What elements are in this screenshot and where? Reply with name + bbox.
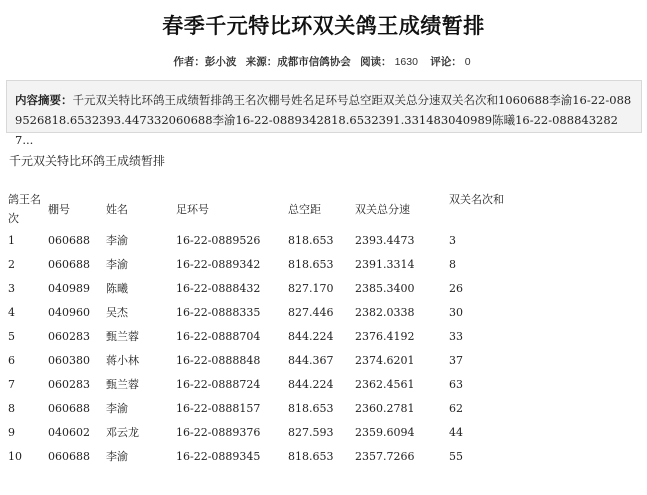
cell-rank-sum: 3 — [449, 233, 456, 247]
table-row — [8, 444, 519, 468]
table-row — [8, 252, 519, 276]
cell-loft: 060688 — [48, 233, 90, 247]
cell-rank: 5 — [8, 329, 15, 343]
results-table — [8, 190, 519, 468]
cell-loft: 040989 — [48, 281, 90, 295]
cell-ring: 16-22-0889345 — [176, 449, 261, 463]
summary-text: 千元双关特比环鸽王成绩暂排鸽王名次棚号姓名足环号总空距双关总分速双关名次和1060688李渝16-22-0889526818.6532393.447332060688李渝16-22-0889342818.6532391.331483040989陈曦16-22-0888432827... — [15, 93, 632, 147]
cell-rank: 10 — [8, 449, 22, 463]
cell-ring: 16-22-0888335 — [176, 305, 261, 319]
cell-rank: 8 — [8, 401, 15, 415]
cell-ring: 16-22-0889342 — [176, 257, 261, 271]
source-name[interactable]: 成都市信鸽协会 — [277, 56, 351, 68]
comments-info — [430, 56, 473, 68]
header-name: 姓名 — [106, 203, 128, 216]
header-rank: 鸽王名次 — [8, 193, 41, 225]
cell-rank-sum: 44 — [449, 425, 463, 439]
table-subheading: 千元双关特比环鸽王成绩暂排 — [9, 154, 166, 168]
cell-rank-sum: 30 — [449, 305, 463, 319]
cell-name: 邓云龙 — [106, 426, 139, 439]
cell-name: 李渝 — [106, 258, 128, 271]
table-row — [8, 348, 519, 372]
cell-speed: 2374.6201 — [355, 353, 415, 367]
header-loft: 棚号 — [48, 203, 70, 216]
article-title: 春季千元特比环双关鸽王成绩暂排 — [162, 13, 485, 38]
comments-label: 评论： — [430, 56, 462, 68]
cell-distance: 818.653 — [288, 449, 334, 463]
cell-rank-sum: 26 — [449, 281, 463, 295]
cell-ring: 16-22-0888704 — [176, 329, 261, 343]
cell-loft: 060283 — [48, 377, 90, 391]
cell-rank: 7 — [8, 377, 15, 391]
cell-speed: 2359.6094 — [355, 425, 415, 439]
cell-loft: 060283 — [48, 329, 90, 343]
cell-rank: 3 — [8, 281, 15, 295]
cell-distance: 844.367 — [288, 353, 334, 367]
table-row — [8, 276, 519, 300]
cell-name: 甄兰蓉 — [106, 378, 139, 391]
cell-rank: 2 — [8, 257, 15, 271]
cell-distance: 827.170 — [288, 281, 334, 295]
cell-distance: 818.653 — [288, 401, 334, 415]
cell-ring: 16-22-0888432 — [176, 281, 261, 295]
cell-name: 李渝 — [106, 234, 128, 247]
cell-rank-sum: 37 — [449, 353, 463, 367]
table-row — [8, 372, 519, 396]
header-ring: 足环号 — [176, 203, 209, 216]
cell-name: 陈曦 — [106, 282, 128, 295]
cell-rank: 4 — [8, 305, 15, 319]
summary-label: 内容摘要： — [15, 93, 73, 107]
cell-speed: 2382.0338 — [355, 305, 415, 319]
author-label: 作者： — [173, 56, 205, 68]
cell-ring: 16-22-0888157 — [176, 401, 261, 415]
cell-ring: 16-22-0888724 — [176, 377, 261, 391]
table-header-row — [8, 190, 519, 228]
cell-loft: 040960 — [48, 305, 90, 319]
cell-name: 李渝 — [106, 450, 128, 463]
cell-ring: 16-22-0889376 — [176, 425, 261, 439]
cell-ring: 16-22-0889526 — [176, 233, 261, 247]
cell-speed: 2357.7266 — [355, 449, 415, 463]
cell-loft: 060688 — [48, 257, 90, 271]
cell-rank: 1 — [8, 233, 15, 247]
cell-rank: 6 — [8, 353, 15, 367]
reads-count: 1630 — [394, 56, 418, 68]
cell-rank-sum: 55 — [449, 449, 463, 463]
cell-name: 蒋小林 — [106, 354, 139, 367]
cell-rank: 9 — [8, 425, 15, 439]
cell-speed: 2360.2781 — [355, 401, 415, 415]
cell-distance: 844.224 — [288, 329, 334, 343]
source-info — [246, 56, 351, 68]
cell-speed: 2393.4473 — [355, 233, 415, 247]
cell-distance: 827.446 — [288, 305, 334, 319]
cell-loft: 040602 — [48, 425, 90, 439]
cell-speed: 2362.4561 — [355, 377, 415, 391]
header-rank-sum: 双关名次和 — [449, 193, 504, 206]
header-speed: 双关总分速 — [355, 203, 410, 216]
reads-info — [360, 56, 421, 68]
cell-rank-sum: 8 — [449, 257, 456, 271]
header-distance: 总空距 — [288, 203, 321, 216]
cell-speed: 2376.4192 — [355, 329, 415, 343]
cell-loft: 060380 — [48, 353, 90, 367]
cell-speed: 2385.3400 — [355, 281, 415, 295]
cell-name: 李渝 — [106, 402, 128, 415]
cell-distance: 818.653 — [288, 257, 334, 271]
table-row — [8, 420, 519, 444]
cell-loft: 060688 — [48, 401, 90, 415]
table-row — [8, 228, 519, 252]
cell-speed: 2391.3314 — [355, 257, 415, 271]
cell-name: 吴杰 — [106, 306, 128, 319]
cell-ring: 16-22-0888848 — [176, 353, 261, 367]
cell-rank-sum: 62 — [449, 401, 463, 415]
author-info — [173, 56, 236, 68]
cell-rank-sum: 63 — [449, 377, 463, 391]
source-label: 来源： — [245, 56, 278, 68]
content-summary — [6, 80, 642, 147]
cell-loft: 060688 — [48, 449, 90, 463]
article-meta — [0, 54, 647, 69]
table-row — [8, 324, 519, 348]
cell-distance: 844.224 — [288, 377, 334, 391]
table-row — [8, 300, 519, 324]
cell-rank-sum: 33 — [449, 329, 463, 343]
author-name[interactable]: 彭小波 — [204, 56, 237, 68]
comments-count: 0 — [464, 56, 471, 68]
cell-distance: 818.653 — [288, 233, 334, 247]
table-row — [8, 396, 519, 420]
cell-distance: 827.593 — [288, 425, 334, 439]
cell-name: 甄兰蓉 — [106, 330, 139, 343]
reads-label: 阅读： — [360, 56, 392, 68]
